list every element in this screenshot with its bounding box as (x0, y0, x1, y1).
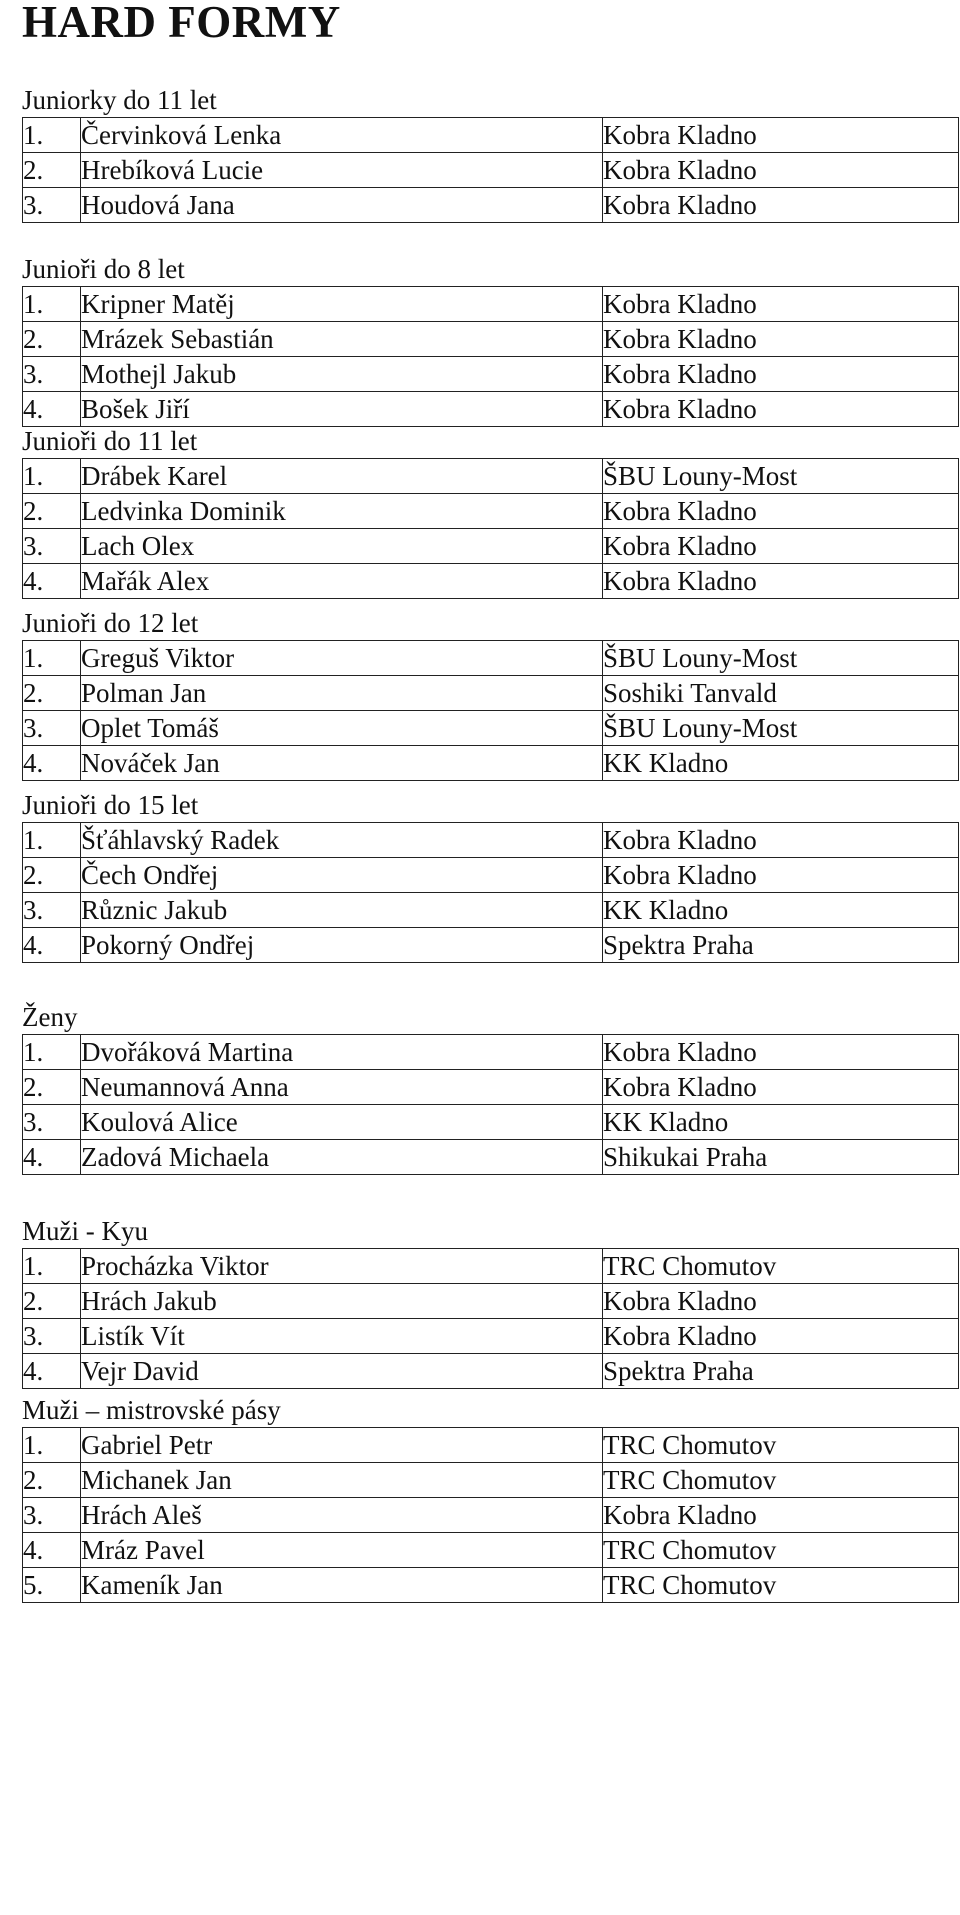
table-row (23, 1568, 959, 1603)
results-section (22, 83, 958, 223)
results-section (22, 606, 958, 781)
table-row (23, 823, 959, 858)
table-row (23, 711, 959, 746)
table-row (23, 1140, 959, 1175)
club-cell: Kobra Kladno (603, 529, 959, 564)
results-section (22, 788, 958, 963)
table-row (23, 1354, 959, 1389)
rank-value: 2. (23, 1465, 44, 1495)
competitor-name-cell: Hrách Jakub (81, 1284, 603, 1319)
competitor-name-cell: Lach Olex (81, 529, 603, 564)
rank-value: 4. (23, 1535, 44, 1565)
rank-value: 2. (23, 678, 44, 708)
club-cell: Kobra Kladno (603, 357, 959, 392)
rank-value: 4. (23, 1356, 44, 1386)
rank-value: 3. (23, 895, 44, 925)
rank-value: 2. (23, 496, 44, 526)
club-cell: Kobra Kladno (603, 118, 959, 153)
rank-value: 3. (23, 190, 44, 220)
rank-cell (23, 564, 81, 599)
table-row (23, 746, 959, 781)
rank-value: 1. (23, 1251, 44, 1281)
competitor-name-cell: Mothejl Jakub (81, 357, 603, 392)
club-cell: Kobra Kladno (603, 858, 959, 893)
table-row (23, 858, 959, 893)
competitor-name-cell: Hrebíková Lucie (81, 153, 603, 188)
club-cell: ŠBU Louny-Most (603, 641, 959, 676)
table-row (23, 188, 959, 223)
table-row (23, 357, 959, 392)
rank-cell (23, 188, 81, 223)
rank-value: 1. (23, 1430, 44, 1460)
rank-cell (23, 1319, 81, 1354)
competitor-name-cell: Kripner Matěj (81, 287, 603, 322)
rank-value: 3. (23, 1321, 44, 1351)
rank-value: 1. (23, 461, 44, 491)
competitor-name-cell: Zadová Michaela (81, 1140, 603, 1175)
competitor-name-cell: Bošek Jiří (81, 392, 603, 427)
rank-value: 2. (23, 1072, 44, 1102)
rank-cell (23, 676, 81, 711)
club-cell: Kobra Kladno (603, 1319, 959, 1354)
club-cell: ŠBU Louny-Most (603, 459, 959, 494)
rank-value: 4. (23, 930, 44, 960)
results-table (22, 1427, 959, 1603)
table-row (23, 287, 959, 322)
club-cell: KK Kladno (603, 1105, 959, 1140)
table-row (23, 322, 959, 357)
table-row (23, 676, 959, 711)
club-cell: TRC Chomutov (603, 1428, 959, 1463)
table-row (23, 1105, 959, 1140)
rank-value: 1. (23, 643, 44, 673)
table-row (23, 1428, 959, 1463)
rank-cell (23, 746, 81, 781)
rank-cell (23, 1428, 81, 1463)
club-cell: Shikukai Praha (603, 1140, 959, 1175)
table-row (23, 1463, 959, 1498)
rank-value: 4. (23, 566, 44, 596)
club-cell: TRC Chomutov (603, 1463, 959, 1498)
rank-value: 3. (23, 531, 44, 561)
rank-value: 1. (23, 825, 44, 855)
competitor-name-cell: Dvořáková Martina (81, 1035, 603, 1070)
table-row (23, 893, 959, 928)
competitor-name-cell: Nováček Jan (81, 746, 603, 781)
club-cell: Kobra Kladno (603, 823, 959, 858)
table-row (23, 641, 959, 676)
rank-cell (23, 1140, 81, 1175)
club-cell: Kobra Kladno (603, 322, 959, 357)
rank-value: 2. (23, 324, 44, 354)
competitor-name-cell: Oplet Tomáš (81, 711, 603, 746)
competitor-name-cell: Červinková Lenka (81, 118, 603, 153)
club-cell: Kobra Kladno (603, 1070, 959, 1105)
club-cell: TRC Chomutov (603, 1568, 959, 1603)
results-table (22, 117, 959, 223)
competitor-name-cell: Greguš Viktor (81, 641, 603, 676)
section-title: Junioři do 8 let (22, 254, 185, 284)
table-row (23, 1249, 959, 1284)
competitor-name-cell: Různic Jakub (81, 893, 603, 928)
rank-value: 2. (23, 860, 44, 890)
table-row (23, 1498, 959, 1533)
results-section (22, 252, 958, 427)
results-table (22, 1248, 959, 1389)
rank-value: 4. (23, 748, 44, 778)
competitor-name-cell: Šťáhlavský Radek (81, 823, 603, 858)
competitor-name-cell: Procházka Viktor (81, 1249, 603, 1284)
club-cell: Soshiki Tanvald (603, 676, 959, 711)
results-table (22, 286, 959, 427)
competitor-name-cell: Hrách Aleš (81, 1498, 603, 1533)
competitor-name-cell: Drábek Karel (81, 459, 603, 494)
club-cell: Kobra Kladno (603, 392, 959, 427)
rank-cell (23, 392, 81, 427)
table-row (23, 564, 959, 599)
competitor-name-cell: Čech Ondřej (81, 858, 603, 893)
section-title: Ženy (22, 1002, 78, 1032)
club-cell: Kobra Kladno (603, 188, 959, 223)
rank-cell (23, 1284, 81, 1319)
club-cell: KK Kladno (603, 893, 959, 928)
rank-value: 2. (23, 1286, 44, 1316)
rank-value: 3. (23, 1107, 44, 1137)
rank-value: 1. (23, 120, 44, 150)
rank-value: 3. (23, 1500, 44, 1530)
rank-cell (23, 1035, 81, 1070)
club-cell: TRC Chomutov (603, 1533, 959, 1568)
club-cell: Kobra Kladno (603, 564, 959, 599)
competitor-name-cell: Listík Vít (81, 1319, 603, 1354)
section-title: Junioři do 15 let (22, 790, 199, 820)
competitor-name-cell: Mráz Pavel (81, 1533, 603, 1568)
rank-cell (23, 1568, 81, 1603)
club-cell: Spektra Praha (603, 1354, 959, 1389)
rank-cell (23, 529, 81, 564)
section-title: Muži - Kyu (22, 1216, 148, 1246)
table-row (23, 153, 959, 188)
rank-value: 1. (23, 1037, 44, 1067)
competitor-name-cell: Kameník Jan (81, 1568, 603, 1603)
club-cell: Kobra Kladno (603, 1498, 959, 1533)
rank-value: 4. (23, 1142, 44, 1172)
section-title: Juniorky do 11 let (22, 85, 217, 115)
competitor-name-cell: Vejr David (81, 1354, 603, 1389)
section-title: Muži – mistrovské pásy (22, 1395, 281, 1425)
section-title: Junioři do 11 let (22, 426, 198, 456)
rank-value: 5. (23, 1570, 44, 1600)
rank-value: 2. (23, 155, 44, 185)
rank-cell (23, 1249, 81, 1284)
club-cell: Kobra Kladno (603, 1035, 959, 1070)
rank-value: 1. (23, 289, 44, 319)
results-section (22, 1214, 958, 1389)
table-row (23, 1319, 959, 1354)
competitor-name-cell: Pokorný Ondřej (81, 928, 603, 963)
results-table (22, 822, 959, 963)
rank-cell (23, 322, 81, 357)
rank-cell (23, 893, 81, 928)
rank-cell (23, 494, 81, 529)
results-section (22, 1000, 958, 1175)
competitor-name-cell: Ledvinka Dominik (81, 494, 603, 529)
club-cell: Kobra Kladno (603, 494, 959, 529)
club-cell: ŠBU Louny-Most (603, 711, 959, 746)
results-table (22, 640, 959, 781)
results-section (22, 424, 958, 599)
results-table (22, 1034, 959, 1175)
club-cell: Kobra Kladno (603, 1284, 959, 1319)
competitor-name-cell: Polman Jan (81, 676, 603, 711)
table-row (23, 494, 959, 529)
rank-cell (23, 1354, 81, 1389)
club-cell: TRC Chomutov (603, 1249, 959, 1284)
club-cell: Kobra Kladno (603, 287, 959, 322)
rank-cell (23, 1498, 81, 1533)
competitor-name-cell: Mařák Alex (81, 564, 603, 599)
competitor-name-cell: Houdová Jana (81, 188, 603, 223)
rank-cell (23, 1533, 81, 1568)
table-row (23, 1533, 959, 1568)
table-row (23, 1035, 959, 1070)
competitor-name-cell: Neumannová Anna (81, 1070, 603, 1105)
results-section (22, 1393, 958, 1603)
table-row (23, 459, 959, 494)
club-cell: Spektra Praha (603, 928, 959, 963)
rank-cell (23, 858, 81, 893)
rank-cell (23, 357, 81, 392)
rank-value: 3. (23, 359, 44, 389)
rank-cell (23, 287, 81, 322)
competitor-name-cell: Gabriel Petr (81, 1428, 603, 1463)
rank-cell (23, 928, 81, 963)
results-table (22, 458, 959, 599)
page-title: HARD FORMY (22, 0, 341, 47)
rank-value: 4. (23, 394, 44, 424)
rank-cell (23, 118, 81, 153)
table-row (23, 1070, 959, 1105)
competitor-name-cell: Mrázek Sebastián (81, 322, 603, 357)
rank-cell (23, 711, 81, 746)
section-title: Junioři do 12 let (22, 608, 199, 638)
rank-value: 3. (23, 713, 44, 743)
rank-cell (23, 1105, 81, 1140)
rank-cell (23, 823, 81, 858)
club-cell: KK Kladno (603, 746, 959, 781)
table-row (23, 529, 959, 564)
rank-cell (23, 641, 81, 676)
rank-cell (23, 1463, 81, 1498)
competitor-name-cell: Koulová Alice (81, 1105, 603, 1140)
table-row (23, 928, 959, 963)
rank-cell (23, 459, 81, 494)
rank-cell (23, 153, 81, 188)
rank-cell (23, 1070, 81, 1105)
competitor-name-cell: Michanek Jan (81, 1463, 603, 1498)
table-row (23, 1284, 959, 1319)
table-row (23, 392, 959, 427)
table-row (23, 118, 959, 153)
club-cell: Kobra Kladno (603, 153, 959, 188)
